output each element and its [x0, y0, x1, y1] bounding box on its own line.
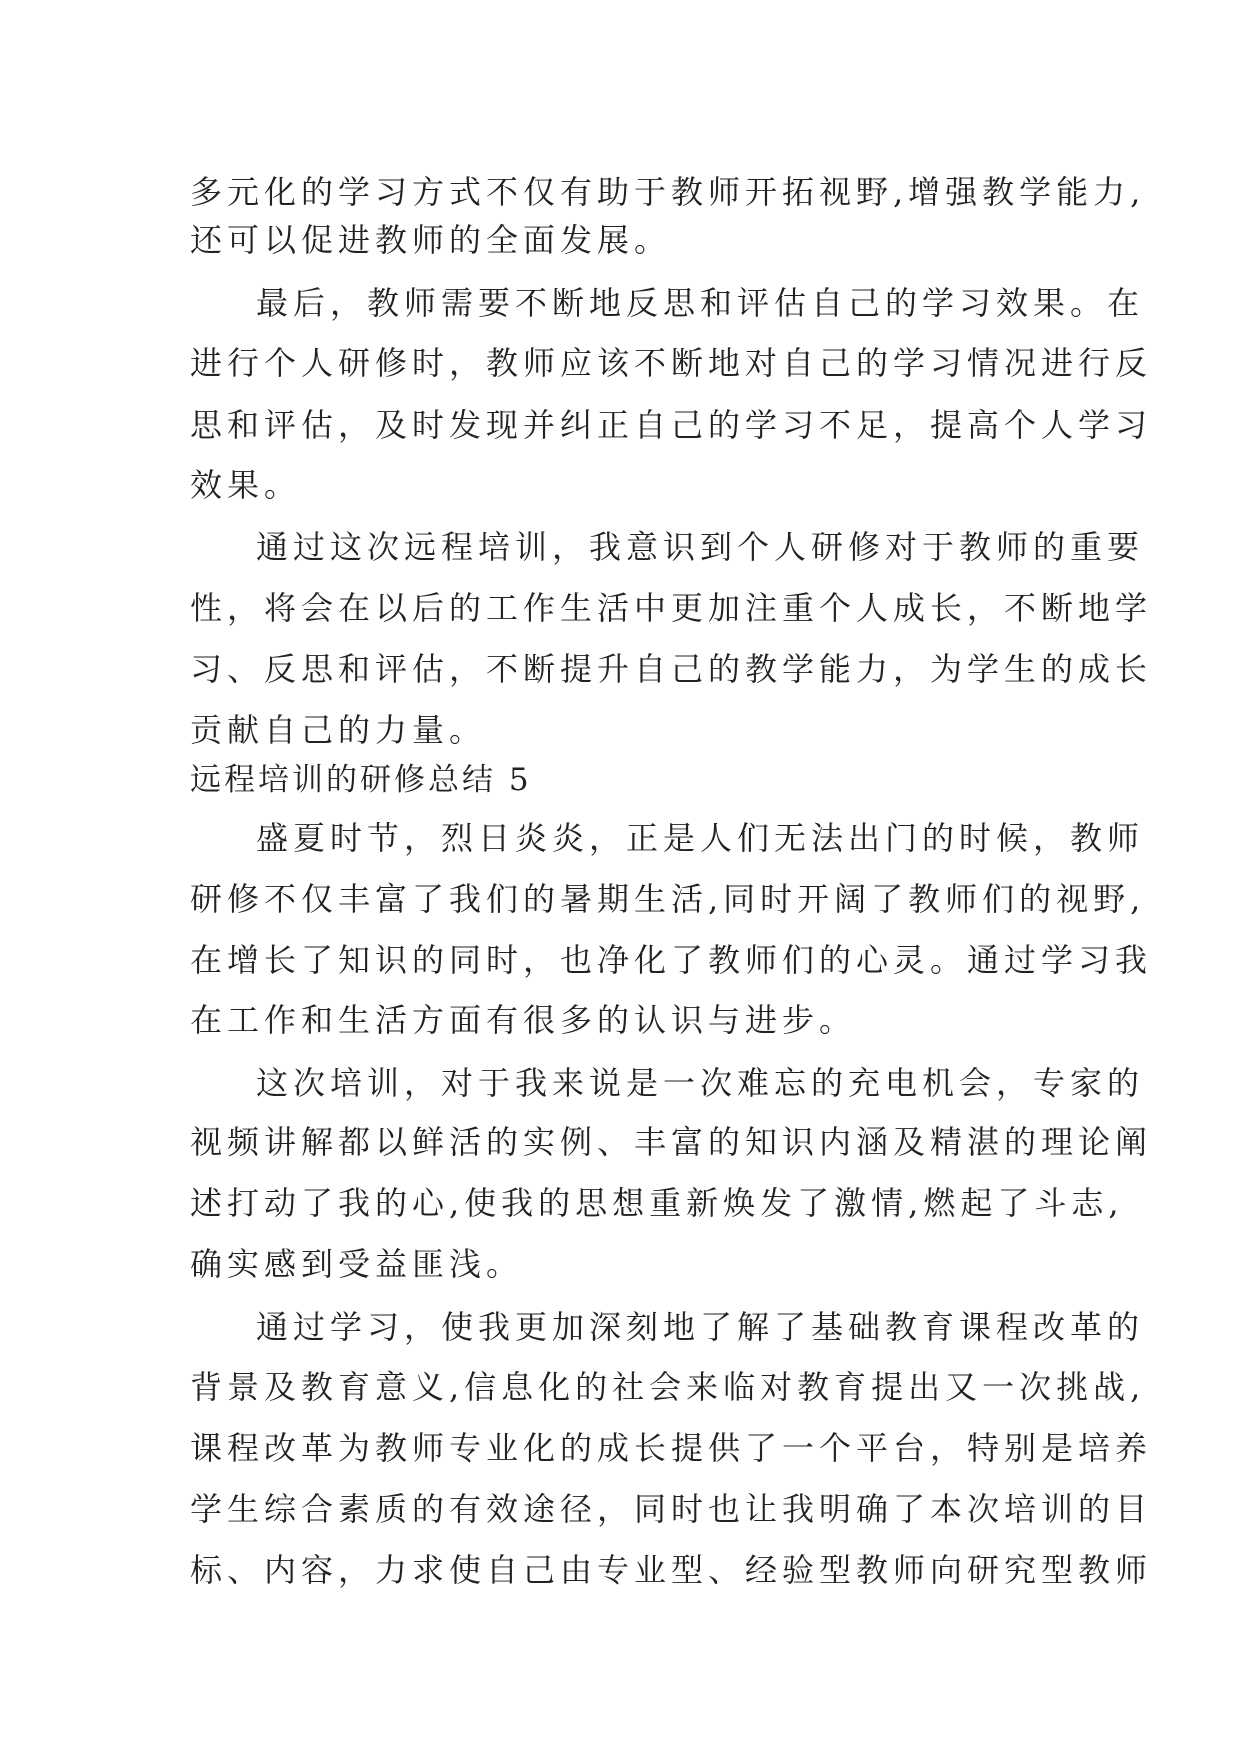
text-line: 课程改革为教师专业化的成长提供了一个平台，特别是培养 [190, 1429, 1153, 1467]
section-heading: 远程培训的研修总结 5 [190, 762, 532, 798]
text-line: 确实感到受益匪浅。 [190, 1245, 524, 1283]
text-line: 进行个人研修时，教师应该不断地对自己的学习情况进行反 [190, 344, 1153, 382]
text-line: 述打动了我的心,使我的思想重新焕发了激情,燃起了斗志, [190, 1184, 1124, 1222]
text-line: 标、内容，力求使自己由专业型、经验型教师向研究型教师 [190, 1551, 1153, 1589]
text-line: 效果。 [190, 466, 302, 504]
paragraph-first-line: 这次培训，对于我来说是一次难忘的充电机会，专家的 [256, 1064, 1145, 1102]
text-line: 性，将会在以后的工作生活中更加注重个人成长，不断地学 [190, 589, 1153, 627]
paragraph-first-line: 最后，教师需要不断地反思和评估自己的学习效果。在 [256, 284, 1145, 322]
text-line: 贡献自己的力量。 [190, 711, 487, 749]
text-line: 背景及教育意义,信息化的社会来临对教育提出又一次挑战, [190, 1368, 1146, 1406]
text-line: 研修不仅丰富了我们的暑期生活,同时开阔了教师们的视野, [190, 880, 1146, 918]
text-line: 在工作和生活方面有很多的认识与进步。 [190, 1001, 857, 1039]
text-line: 在增长了知识的同时，也净化了教师们的心灵。通过学习我 [190, 941, 1153, 979]
paragraph-first-line: 盛夏时节，烈日炎炎，正是人们无法出门的时候，教师 [256, 819, 1145, 857]
text-line: 视频讲解都以鲜活的实例、丰富的知识内涵及精湛的理论阐 [190, 1123, 1153, 1161]
paragraph-first-line: 通过这次远程培训，我意识到个人研修对于教师的重要 [256, 528, 1145, 566]
text-line: 习、反思和评估，不断提升自己的教学能力，为学生的成长 [190, 650, 1153, 688]
text-line: 还可以促进教师的全面发展。 [190, 221, 672, 259]
paragraph-first-line: 通过学习，使我更加深刻地了解了基础教育课程改革的 [256, 1308, 1145, 1346]
text-line: 思和评估，及时发现并纠正自己的学习不足，提高个人学习 [190, 406, 1153, 444]
text-line: 多元化的学习方式不仅有助于教师开拓视野,增强教学能力, [190, 173, 1146, 211]
text-line: 学生综合素质的有效途径，同时也让我明确了本次培训的目 [190, 1490, 1153, 1528]
